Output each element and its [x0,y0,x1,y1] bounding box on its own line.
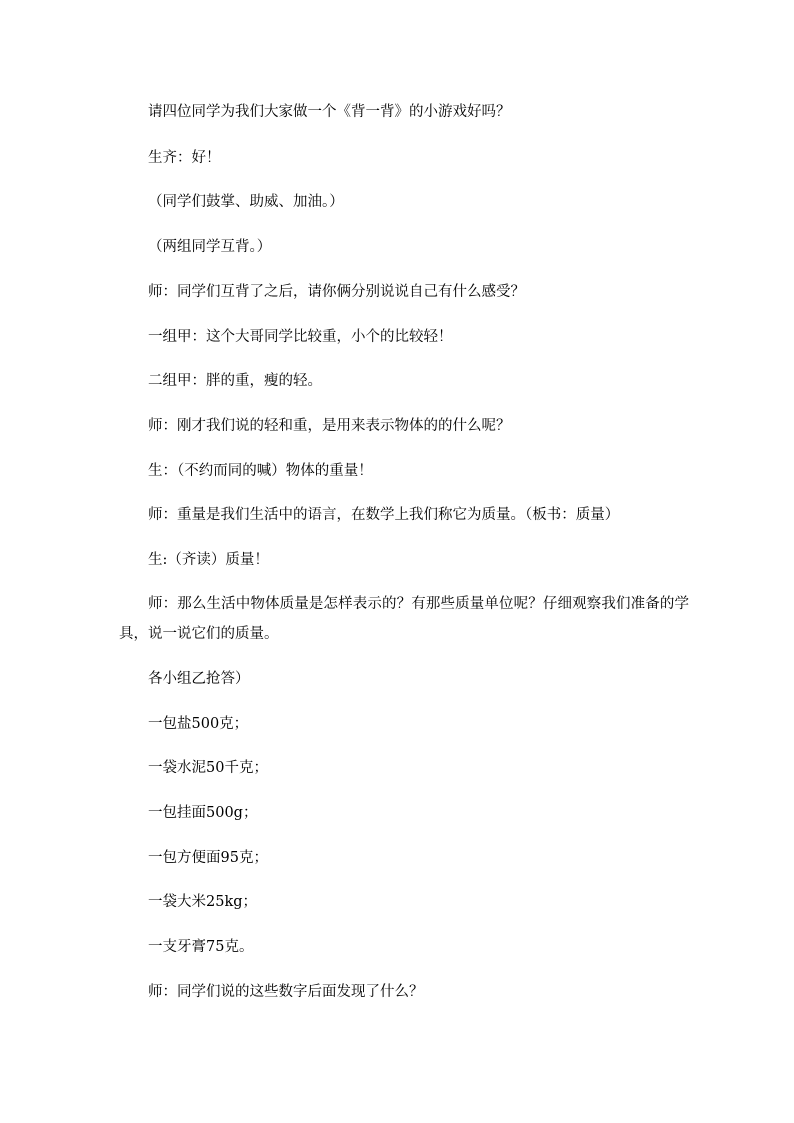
paragraph-carry-each-other: （两组同学互背。） [148,239,272,255]
list-item-salt: 一包盐500克； [148,716,249,732]
paragraph-student-read-mass: 生:（齐读）质量！ [148,552,269,568]
paragraph-invitation: 请四位同学为我们大家做一个《背一背》的小游戏好吗？ [148,104,511,120]
paragraph-teacher-ask-weight: 师：刚才我们说的轻和重，是用来表示物体的的什么呢？ [148,418,511,434]
paragraph-student-weight: 生：（不约而同的喊）物体的重量！ [148,463,373,479]
paragraph-teacher-units-question: 师：那么生活中物体质量是怎样表示的？有那些质量单位呢？仔细观察我们准备的学具，说一说它们的质量。 [119,596,689,642]
list-item-noodles: 一包挂面500g； [148,805,258,821]
list-item-instant-noodles: 一包方便面95克； [148,850,268,866]
list-item-toothpaste: 一支牙膏75克。 [148,939,254,955]
paragraph-teacher-mass: 师：重量是我们生活中的语言，在数学上我们称它为质量。（板书：质量） [148,507,620,523]
paragraph-teacher-ask-feeling: 师：同学们互背了之后，请你俩分别说说自己有什么感受？ [148,284,525,300]
paragraph-students-agree: 生齐：好！ [148,150,221,166]
paragraph-applause: （同学们鼓掌、助威、加油。） [148,194,344,210]
paragraph-teacher-final-question: 师：同学们说的这些数字后面发现了什么？ [148,984,424,1000]
paragraph-groups-answer: 各小组乙抢答） [148,671,250,687]
list-item-rice: 一袋大米25kg； [148,894,258,910]
paragraph-group1-answer: 一组甲：这个大哥同学比较重，小个的比较轻！ [148,329,453,345]
list-item-cement: 一袋水泥50千克； [148,760,268,776]
paragraph-group2-answer: 二组甲：胖的重，瘦的轻。 [148,373,322,389]
